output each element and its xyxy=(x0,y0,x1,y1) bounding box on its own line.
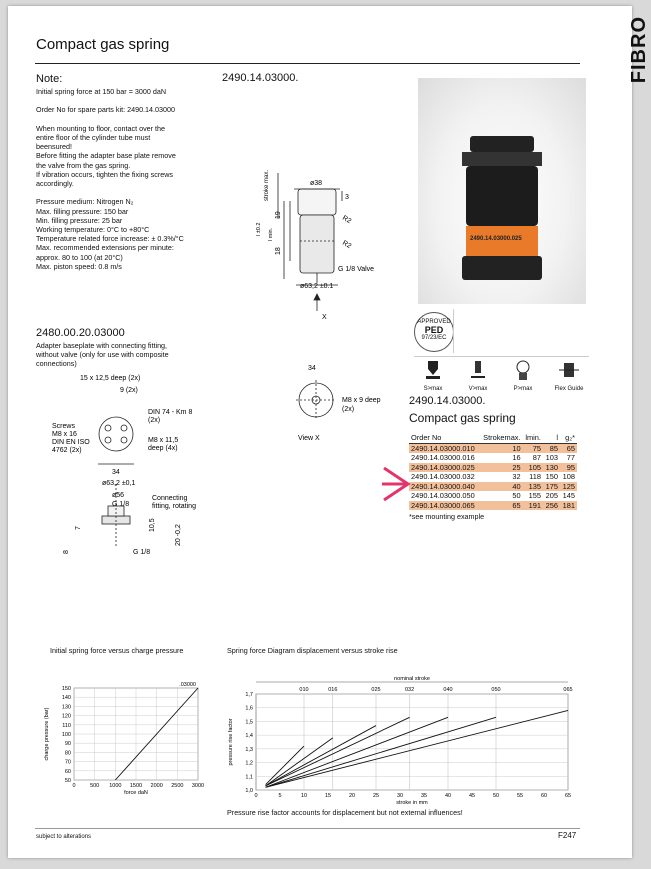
table-subtitle: Compact gas spring xyxy=(409,411,516,425)
icon-flexguide xyxy=(549,359,589,392)
adapter-din74: DIN 74 - Km 8 xyxy=(148,409,193,416)
dim19-label: 19 xyxy=(275,211,282,219)
d38-label: ø38 xyxy=(310,180,323,187)
chart2-ytick: 1,1 xyxy=(245,774,253,781)
force-pressure-chart xyxy=(38,678,208,806)
note-line: Min. filling pressure: 25 bar xyxy=(36,215,123,225)
table-header-cell: g₂* xyxy=(560,433,577,443)
chart2-ytick: 1,6 xyxy=(245,705,253,712)
chart2-top-axis-label: nominal stroke xyxy=(394,676,430,682)
note-line: Working temperature: 0°C to +80°C xyxy=(36,225,150,235)
page-title: Compact gas spring xyxy=(36,36,170,53)
footer-rule xyxy=(35,828,580,829)
footer-left: subject to alterations xyxy=(36,834,92,840)
table-cell: 155 xyxy=(528,491,541,501)
table-cell: 105 xyxy=(523,463,543,473)
table-cell: 40 xyxy=(479,482,522,492)
table-cell: 87 xyxy=(532,453,541,463)
view-x-arrow-label: X xyxy=(322,314,327,321)
adapter-din74b: (2x) xyxy=(148,417,161,424)
chart2-top-tick: 025 xyxy=(371,687,381,693)
flex-guide-icon xyxy=(558,359,580,381)
chart2-xtick: 65 xyxy=(564,793,572,799)
adapter-screws-4: 4762 (2x) xyxy=(52,447,82,454)
chart2-top-tick: 065 xyxy=(563,687,573,693)
table-row xyxy=(409,472,577,482)
icon-pressure xyxy=(504,359,542,392)
note-block xyxy=(36,87,184,271)
cert-panel xyxy=(453,309,586,353)
highlight-arrow-icon xyxy=(380,464,412,504)
adapter-nine: 9 (2x) xyxy=(120,387,138,394)
table-cell: 2490.14.03000.025 xyxy=(409,463,479,473)
viewx-label: View X xyxy=(298,435,320,442)
note-line: beensured! xyxy=(36,142,72,152)
chart1-ytick: 80 xyxy=(64,750,71,757)
page-number: F247 xyxy=(558,831,577,840)
note-line: Max. piston speed: 0.8 m/s xyxy=(36,261,122,271)
table-cell: 25 xyxy=(479,463,522,473)
table-cell: 10 xyxy=(479,443,522,453)
adapter-h8: 8 xyxy=(63,550,70,554)
table-cell: 150 xyxy=(545,472,558,482)
chart1-xtick: 2500 xyxy=(171,783,184,789)
icon-speed xyxy=(459,359,497,392)
icon-speed-label: V>max xyxy=(468,386,488,392)
note-line: If vibration occurs, tighten the fixing screws xyxy=(36,169,174,179)
table-cell: 2490.14.03000.032 xyxy=(411,472,475,482)
adapter-d34: 34 xyxy=(112,469,120,476)
cert-ped: PED xyxy=(424,325,444,335)
chart2-xtick: 10 xyxy=(300,793,308,799)
catalog-page xyxy=(8,6,650,858)
chart2-xtick: 5 xyxy=(278,793,282,799)
chart2-series-line xyxy=(266,717,448,787)
chart2-ytick: 1,5 xyxy=(245,719,253,726)
product-photo xyxy=(418,78,586,304)
table-header-cell: Order No xyxy=(409,433,479,443)
adapter-desc-3: connections) xyxy=(36,359,77,369)
chart2-xtick: 40 xyxy=(444,793,452,799)
chart2-xtick: 60 xyxy=(540,793,548,799)
table-cell: 256 xyxy=(543,501,560,511)
note-line: accordingly. xyxy=(36,179,74,189)
table-cell: 65 xyxy=(479,501,522,511)
icon-flexguide-label: Flex Guide xyxy=(554,386,584,392)
adapter-d56: ø56 xyxy=(112,492,125,499)
r2-label-top: R2 xyxy=(341,214,353,226)
icon-pressure-label: P>max xyxy=(513,386,533,392)
gas-spring-drawing xyxy=(238,161,398,321)
note-line: Max. recommended extensions per minute: xyxy=(36,243,174,253)
table-row xyxy=(409,443,577,453)
chart2-xtick: 0 xyxy=(254,793,258,799)
chart1-xtick: 500 xyxy=(90,783,100,789)
chart2-ytick: 1,4 xyxy=(245,733,253,740)
adapter-m8: M8 x 11,5 xyxy=(148,437,179,444)
note-line: Pressure medium: Nitrogen N₂ xyxy=(36,197,134,207)
adapter-desc-2: without valve (only for use with composite xyxy=(36,350,169,360)
chart2-top-tick: 016 xyxy=(328,687,338,693)
adapter-desc-1: Adapter baseplate with connecting fitting, xyxy=(36,341,168,350)
chart2-ytick: 1,7 xyxy=(245,692,253,698)
chart1-ytick: 60 xyxy=(64,768,71,775)
adapter-drawing xyxy=(36,366,226,556)
chart2-ytick: 1,0 xyxy=(245,788,253,794)
chart1-xtick: 2000 xyxy=(150,783,163,789)
adapter-desc xyxy=(36,341,169,369)
chart2-xlabel: stroke in mm xyxy=(396,800,428,806)
adapter-g18b: G 1/8 xyxy=(133,549,151,556)
chart1-xlabel: force daN xyxy=(124,790,148,796)
note-line: entire floor of the cylinder tube must xyxy=(36,133,151,143)
valve-label: G 1/8 Valve xyxy=(338,266,375,273)
title-rule xyxy=(35,63,580,64)
table-cell: 75 xyxy=(523,443,543,453)
adapter-screws-1: Screws xyxy=(52,423,75,430)
table-cell: 135 xyxy=(523,482,543,492)
adapter-deep1: 15 x 12,5 deep (2x) xyxy=(80,375,141,382)
table-cell: 2490.14.03000.016 xyxy=(411,453,475,463)
note-line: Temperature related force increase: ± 0.3%/°C xyxy=(36,234,184,244)
stroke-rise-chart xyxy=(220,666,580,806)
press-stroke-icon xyxy=(422,359,444,381)
table-cell: 50 xyxy=(512,491,521,501)
table-cell: 65 xyxy=(560,443,577,453)
brand-logo: FIBRO xyxy=(628,16,650,84)
cert-approved: APPROVED xyxy=(417,319,451,325)
table-header-cell: Strokemax. xyxy=(479,433,522,443)
adapter-g18a: G 1/8 xyxy=(112,501,130,508)
chart2-ylabel: pressure rise factor xyxy=(228,718,234,766)
chart1-xtick: 1000 xyxy=(109,783,122,789)
pressure-gauge-icon xyxy=(512,359,534,381)
table-header-cell: l xyxy=(543,433,560,443)
note-line: Order No for spare parts kit: 2490.14.03000 xyxy=(36,105,176,115)
chart1-title: Initial spring force versus charge pressure xyxy=(50,646,184,655)
viewx-m8b: (2x) xyxy=(342,406,355,413)
table-cell: 85 xyxy=(543,443,560,453)
table-cell: 32 xyxy=(512,472,521,482)
adapter-h105: 10,5 xyxy=(149,518,156,532)
chart2-series-line xyxy=(266,717,410,786)
note-line: Max. filling pressure: 150 bar xyxy=(36,206,129,216)
chart2-xtick: 45 xyxy=(468,793,476,799)
table-code: 2490.14.03000. xyxy=(409,395,486,407)
dim3-label: 3 xyxy=(345,194,349,201)
chart1-xtick: 1500 xyxy=(129,783,143,789)
chart2-top-tick: 040 xyxy=(443,687,453,693)
chart2-title: Spring force Diagram displacement versus stroke rise xyxy=(227,646,398,655)
table-footnote: *see mounting example xyxy=(409,512,485,521)
adapter-screws-3: DIN EN ISO xyxy=(52,439,90,446)
table-cell: 175 xyxy=(543,482,560,492)
table-cell: 191 xyxy=(523,501,543,511)
table-cell: 145 xyxy=(562,491,575,501)
adapter-h7: 7 xyxy=(75,526,82,530)
table-cell: 205 xyxy=(545,491,558,501)
chart2-xtick: 25 xyxy=(372,793,380,799)
chart1-ylabel: charge pressure (bar) xyxy=(44,707,50,761)
chart1-ytick: 140 xyxy=(61,695,71,702)
table-row xyxy=(409,491,577,501)
adapter-connect-1: Connecting xyxy=(152,495,188,502)
chart1-ytick: 100 xyxy=(61,732,71,738)
viewx-dim: 34 xyxy=(308,365,316,372)
table-header-cell: lmin. xyxy=(523,433,543,443)
chart1-series-label: .03000 xyxy=(179,682,196,688)
chart1-ytick: 110 xyxy=(62,722,71,729)
table-cell: 103 xyxy=(545,453,558,463)
chart2-ytick: 1,3 xyxy=(245,746,253,753)
chart2-top-tick: 050 xyxy=(491,687,501,693)
chart2-ytick: 1,2 xyxy=(245,760,253,767)
adapter-h20: 20 -0,2 xyxy=(175,524,182,546)
table-row xyxy=(409,463,577,473)
chart2-top-tick: 010 xyxy=(299,687,309,693)
chart1-ytick: 50 xyxy=(64,778,71,784)
chart2-xtick: 50 xyxy=(492,793,500,799)
note-line: Initial spring force at 150 bar = 3000 daN xyxy=(36,87,167,96)
photo-label: 2490.14.03000.025 xyxy=(470,236,522,242)
table-cell: 2490.14.03000.065 xyxy=(409,501,479,511)
chart2-xtick: 30 xyxy=(396,793,404,799)
view-x-drawing xyxy=(280,358,400,448)
table-row xyxy=(409,453,577,463)
table-cell: 77 xyxy=(566,453,575,463)
chart1-ytick: 120 xyxy=(61,713,71,720)
chart2-series-line xyxy=(266,726,376,786)
adapter-m8b: deep (4x) xyxy=(148,445,178,452)
table-row xyxy=(409,482,577,492)
note-line xyxy=(36,115,184,124)
note-line: approx. 80 to 100 (at 20°C) xyxy=(36,252,123,262)
note-line: Before fitting the adapter base plate remove xyxy=(36,151,176,161)
drawing-code: 2490.14.03000. xyxy=(222,72,299,84)
table-row xyxy=(409,501,577,511)
chart1-ytick: 70 xyxy=(64,759,71,766)
chart1-xtick: 3000 xyxy=(191,783,205,789)
chart2-xtick: 15 xyxy=(324,793,332,799)
chart1-ytick: 130 xyxy=(61,704,71,711)
adapter-code: 2480.00.20.03000 xyxy=(36,327,125,339)
chart2-series-line xyxy=(266,717,496,787)
order-table xyxy=(409,433,577,510)
l-tolerance-label: l ±0.2 xyxy=(256,222,262,236)
table-cell: 2490.14.03000.010 xyxy=(409,443,479,453)
note-line: the valve from the gas spring. xyxy=(36,160,131,170)
stroke-label: stroke max. xyxy=(264,169,270,201)
table-cell: 181 xyxy=(560,501,577,511)
chart2-top-tick: 032 xyxy=(405,687,415,693)
table-cell: 108 xyxy=(562,472,575,482)
cert-directive: 97/23/EC xyxy=(421,335,447,341)
note-line xyxy=(36,188,184,197)
note-heading: Note: xyxy=(36,73,63,85)
chart2-xtick: 20 xyxy=(348,793,356,799)
note-line: When mounting to floor, contact over the xyxy=(36,123,166,133)
adapter-screws-2: M8 x 16 xyxy=(52,431,77,438)
speed-icon xyxy=(467,359,489,381)
chart1-ytick: 150 xyxy=(61,686,71,692)
note-line xyxy=(36,96,184,105)
table-cell: 2490.14.03000.040 xyxy=(409,482,479,492)
chart2-xtick: 35 xyxy=(420,793,428,799)
adapter-d632: ø63,2 ±0,1 xyxy=(102,480,136,487)
table-cell: 16 xyxy=(512,453,521,463)
icon-stroke xyxy=(414,359,452,392)
ped-certificate-badge xyxy=(414,312,454,352)
dim18-label: 18 xyxy=(275,247,282,255)
d632-label: ø63,2 ±0.1 xyxy=(300,283,334,290)
chart1-xtick: 0 xyxy=(72,783,76,789)
chart2-xtick: 55 xyxy=(516,793,524,799)
table-cell: 95 xyxy=(560,463,577,473)
r2-label-bottom: R2 xyxy=(341,239,353,251)
chart1-ytick: 90 xyxy=(64,741,71,748)
table-cell: 125 xyxy=(560,482,577,492)
adapter-connect-2: fitting, rotating xyxy=(152,503,196,510)
table-cell: 130 xyxy=(543,463,560,473)
lmin-label: l min. xyxy=(268,227,274,241)
table-cell: 118 xyxy=(529,472,541,482)
table-cell: 2490.14.03000.050 xyxy=(411,491,475,501)
feature-icons xyxy=(414,356,589,397)
icon-stroke-label: S>max xyxy=(423,386,443,392)
chart2-caption: Pressure rise factor accounts for displacement but not external influences! xyxy=(227,808,463,817)
viewx-m8: M8 x 9 deep xyxy=(342,397,381,404)
